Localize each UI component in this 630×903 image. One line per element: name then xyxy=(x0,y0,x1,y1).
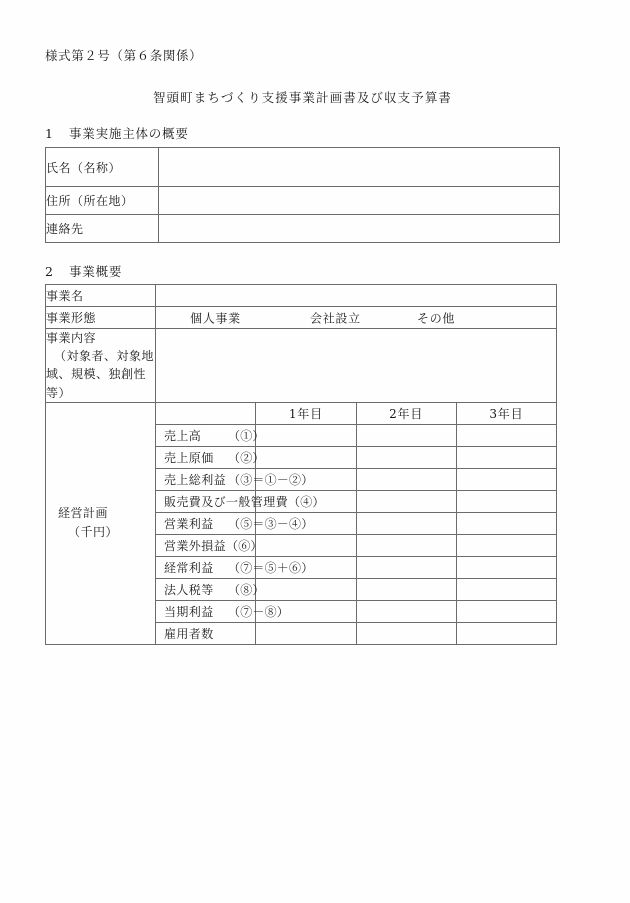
table-row xyxy=(46,215,560,243)
plan-item-operating-profit xyxy=(156,512,314,534)
plan-value-operating-profit-y3[interactable] xyxy=(456,512,556,534)
plan-value-ordinary-profit-y3[interactable] xyxy=(456,556,556,578)
management-plan-label-line-1: 経営計画 xyxy=(58,506,109,521)
plan-value-operating-profit-y2[interactable] xyxy=(356,512,456,534)
business-type-options-cell xyxy=(156,307,557,329)
applicant-name-label: 氏名（名称） xyxy=(46,148,159,187)
plan-value-ordinary-profit-y2[interactable] xyxy=(356,556,456,578)
table-row xyxy=(46,148,560,187)
plan-item-cost-of-sales xyxy=(156,446,265,468)
plan-item-sga-name: 販売費及び一般管理費 xyxy=(164,494,289,509)
applicant-contact-value[interactable] xyxy=(159,215,560,243)
plan-item-employees-name: 雇用者数 xyxy=(164,626,214,641)
business-name-label: 事業名 xyxy=(46,285,156,307)
plan-value-cost-of-sales-y3[interactable] xyxy=(456,446,556,468)
plan-value-sales-y2[interactable] xyxy=(356,424,456,446)
plan-item-employees xyxy=(156,622,256,644)
table-row xyxy=(46,402,557,424)
plan-value-sga-y2[interactable] xyxy=(356,490,456,512)
business-content-value[interactable] xyxy=(156,329,557,403)
applicant-outline-table xyxy=(45,147,560,243)
plan-item-sales-formula: （①） xyxy=(228,428,265,443)
plan-item-ordinary-profit xyxy=(156,556,314,578)
plan-value-corporate-tax-y2[interactable] xyxy=(356,578,456,600)
plan-item-gross-profit-name: 売上総利益 xyxy=(164,472,227,487)
business-outline-table xyxy=(45,284,557,645)
plan-value-corporate-tax-y3[interactable] xyxy=(456,578,556,600)
form-code: 様式第２号（第６条関係） xyxy=(45,48,203,63)
plan-item-header-blank xyxy=(156,402,256,424)
applicant-address-label: 住所（所在地） xyxy=(46,187,159,215)
plan-value-non-operating-y3[interactable] xyxy=(456,534,556,556)
table-row xyxy=(46,187,560,215)
plan-item-non-operating xyxy=(156,534,263,556)
plan-value-employees-y1[interactable] xyxy=(256,622,356,644)
plan-value-employees-y2[interactable] xyxy=(356,622,456,644)
plan-value-sales-y3[interactable] xyxy=(456,424,556,446)
plan-value-cost-of-sales-y1[interactable] xyxy=(256,446,356,468)
plan-value-gross-profit-y2[interactable] xyxy=(356,468,456,490)
table-row xyxy=(46,285,557,307)
plan-value-non-operating-y1[interactable] xyxy=(256,534,356,556)
plan-value-employees-y3[interactable] xyxy=(456,622,556,644)
section-1-number: 1 xyxy=(45,126,54,141)
table-row xyxy=(46,329,557,403)
business-content-label-line-1: 事業内容 xyxy=(46,331,97,345)
business-name-value[interactable] xyxy=(156,285,557,307)
plan-item-sales-name: 売上高 xyxy=(164,428,202,443)
management-plan-label-line-2: （千円） xyxy=(68,525,119,540)
plan-value-sales-y1[interactable] xyxy=(256,424,356,446)
business-content-label xyxy=(46,329,156,403)
plan-value-gross-profit-y3[interactable] xyxy=(456,468,556,490)
plan-item-non-operating-formula: （⑥） xyxy=(226,538,263,553)
plan-item-gross-profit-formula: （③＝①－②） xyxy=(228,472,314,487)
business-type-option-company[interactable]: 会社設立 xyxy=(310,311,361,325)
business-type-option-other[interactable]: その他 xyxy=(417,311,456,325)
plan-value-net-profit-y2[interactable] xyxy=(356,600,456,622)
plan-year-header-3: 3年目 xyxy=(456,402,556,424)
plan-item-net-profit-name: 当期利益 xyxy=(164,604,214,619)
plan-value-non-operating-y2[interactable] xyxy=(356,534,456,556)
section-2-title: 事業概要 xyxy=(69,264,123,279)
plan-item-sga xyxy=(156,490,325,512)
plan-value-cost-of-sales-y2[interactable] xyxy=(356,446,456,468)
plan-item-operating-profit-formula: （⑤＝③－④） xyxy=(228,516,314,531)
business-content-label-line-2: （対象者、対象地 xyxy=(54,349,155,364)
document-title: 智頭町まちづくり支援事業計画書及び収支予算書 xyxy=(152,90,453,105)
plan-value-sga-y3[interactable] xyxy=(456,490,556,512)
plan-item-corporate-tax-formula: （⑧） xyxy=(228,582,265,597)
section-1-title: 事業実施主体の概要 xyxy=(69,126,189,141)
plan-item-corporate-tax-name: 法人税等 xyxy=(164,582,214,597)
applicant-address-value[interactable] xyxy=(159,187,560,215)
plan-value-net-profit-y3[interactable] xyxy=(456,600,556,622)
business-type-options xyxy=(156,307,556,328)
plan-item-cost-of-sales-name: 売上原価 xyxy=(164,450,214,465)
plan-year-header-2: 2年目 xyxy=(356,402,456,424)
section-2-number: 2 xyxy=(45,264,54,279)
business-type-option-sole-proprietor[interactable]: 個人事業 xyxy=(190,311,241,325)
plan-item-non-operating-name: 営業外損益 xyxy=(164,538,227,553)
plan-item-operating-profit-name: 営業利益 xyxy=(164,516,214,531)
plan-item-ordinary-profit-formula: （⑦＝⑤＋⑥） xyxy=(228,560,314,575)
business-type-label: 事業形態 xyxy=(46,307,156,329)
plan-item-gross-profit xyxy=(156,468,314,490)
section-2-heading xyxy=(45,262,122,280)
table-row xyxy=(46,307,557,329)
management-plan-label-text xyxy=(46,504,155,542)
business-content-label-line-3: 域、規模、独創性 xyxy=(46,367,147,382)
plan-item-corporate-tax xyxy=(156,578,265,600)
plan-item-sga-formula: （④） xyxy=(288,494,325,509)
plan-item-cost-of-sales-formula: （②） xyxy=(228,450,265,465)
plan-item-net-profit xyxy=(156,600,290,622)
business-content-label-line-4: 等） xyxy=(46,385,72,400)
applicant-contact-label: 連絡先 xyxy=(46,215,159,243)
management-plan-label xyxy=(46,402,156,644)
plan-year-header-1: 1年目 xyxy=(256,402,356,424)
section-1-heading xyxy=(45,124,189,142)
plan-item-net-profit-formula: （⑦－⑧） xyxy=(228,604,290,619)
applicant-name-value[interactable] xyxy=(159,148,560,187)
plan-item-ordinary-profit-name: 経常利益 xyxy=(164,560,214,575)
plan-item-sales xyxy=(156,424,265,446)
plan-value-corporate-tax-y1[interactable] xyxy=(256,578,356,600)
